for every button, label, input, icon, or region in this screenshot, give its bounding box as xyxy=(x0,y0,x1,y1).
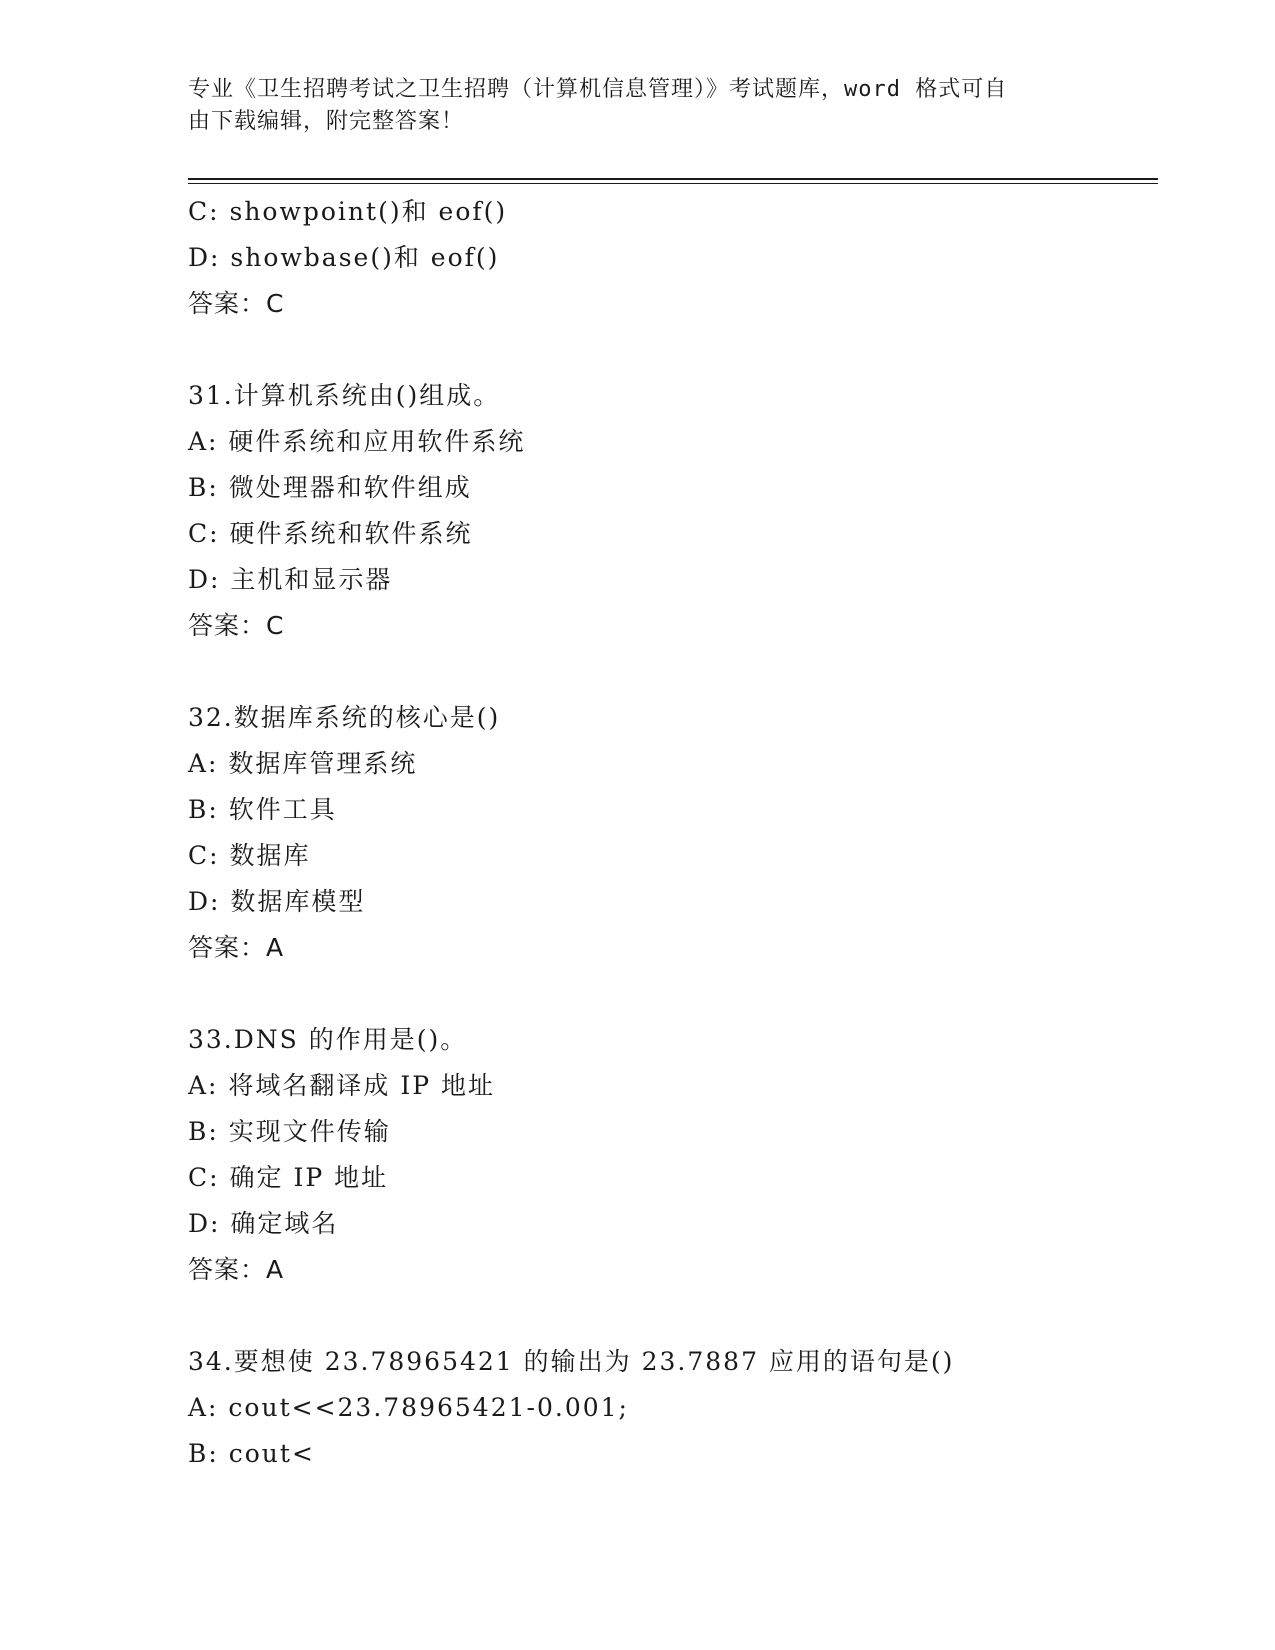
question-list xyxy=(188,189,1148,1477)
option-d: D: showbase()和 eof() xyxy=(188,243,500,272)
option-b: B: 实现文件传输 xyxy=(188,1117,391,1146)
question-32 xyxy=(188,695,1148,971)
question-33 xyxy=(188,1017,1148,1293)
header-divider-thick xyxy=(188,178,1158,180)
option-a: A: 数据库管理系统 xyxy=(188,749,418,778)
answer-line: 答案：C xyxy=(188,611,285,640)
answer-line: 答案：C xyxy=(188,289,285,318)
question-34 xyxy=(188,1339,1148,1477)
option-b: B: 微处理器和软件组成 xyxy=(188,473,472,502)
answer-line: 答案：A xyxy=(188,1255,285,1284)
answer-line: 答案：A xyxy=(188,933,285,962)
question-stem: 32.数据库系统的核心是() xyxy=(188,703,501,732)
header-line-1: 专业《卫生招聘考试之卫生招聘（计算机信息管理）》考试题库，word 格式可自 xyxy=(188,77,1008,102)
spacer xyxy=(188,327,1148,373)
option-d: D: 数据库模型 xyxy=(188,887,366,916)
header-divider-thin xyxy=(188,183,1158,184)
question-prev-continued xyxy=(188,189,1148,327)
spacer xyxy=(188,1293,1148,1339)
option-c: C: 数据库 xyxy=(188,841,311,870)
option-c: C: 确定 IP 地址 xyxy=(188,1163,389,1192)
option-c: C: showpoint()和 eof() xyxy=(188,197,508,226)
question-stem: 31.计算机系统由()组成。 xyxy=(188,381,501,410)
option-b: B: 软件工具 xyxy=(188,795,337,824)
question-stem: 34.要想使 23.78965421 的输出为 23.7887 应用的语句是() xyxy=(188,1347,955,1376)
option-c: C: 硬件系统和软件系统 xyxy=(188,519,473,548)
spacer xyxy=(188,649,1148,695)
option-a: A: 将域名翻译成 IP 地址 xyxy=(188,1071,496,1100)
question-stem: 33.DNS 的作用是()。 xyxy=(188,1025,468,1054)
document-header xyxy=(188,74,1088,138)
header-line-2: 由下载编辑，附完整答案！ xyxy=(188,109,465,134)
spacer xyxy=(188,971,1148,1017)
option-d: D: 主机和显示器 xyxy=(188,565,393,594)
option-b: B: cout< xyxy=(188,1439,315,1468)
option-a: A: 硬件系统和应用软件系统 xyxy=(188,427,526,456)
option-a: A: cout<<23.78965421-0.001; xyxy=(188,1393,629,1422)
question-31 xyxy=(188,373,1148,649)
option-d: D: 确定域名 xyxy=(188,1209,339,1238)
